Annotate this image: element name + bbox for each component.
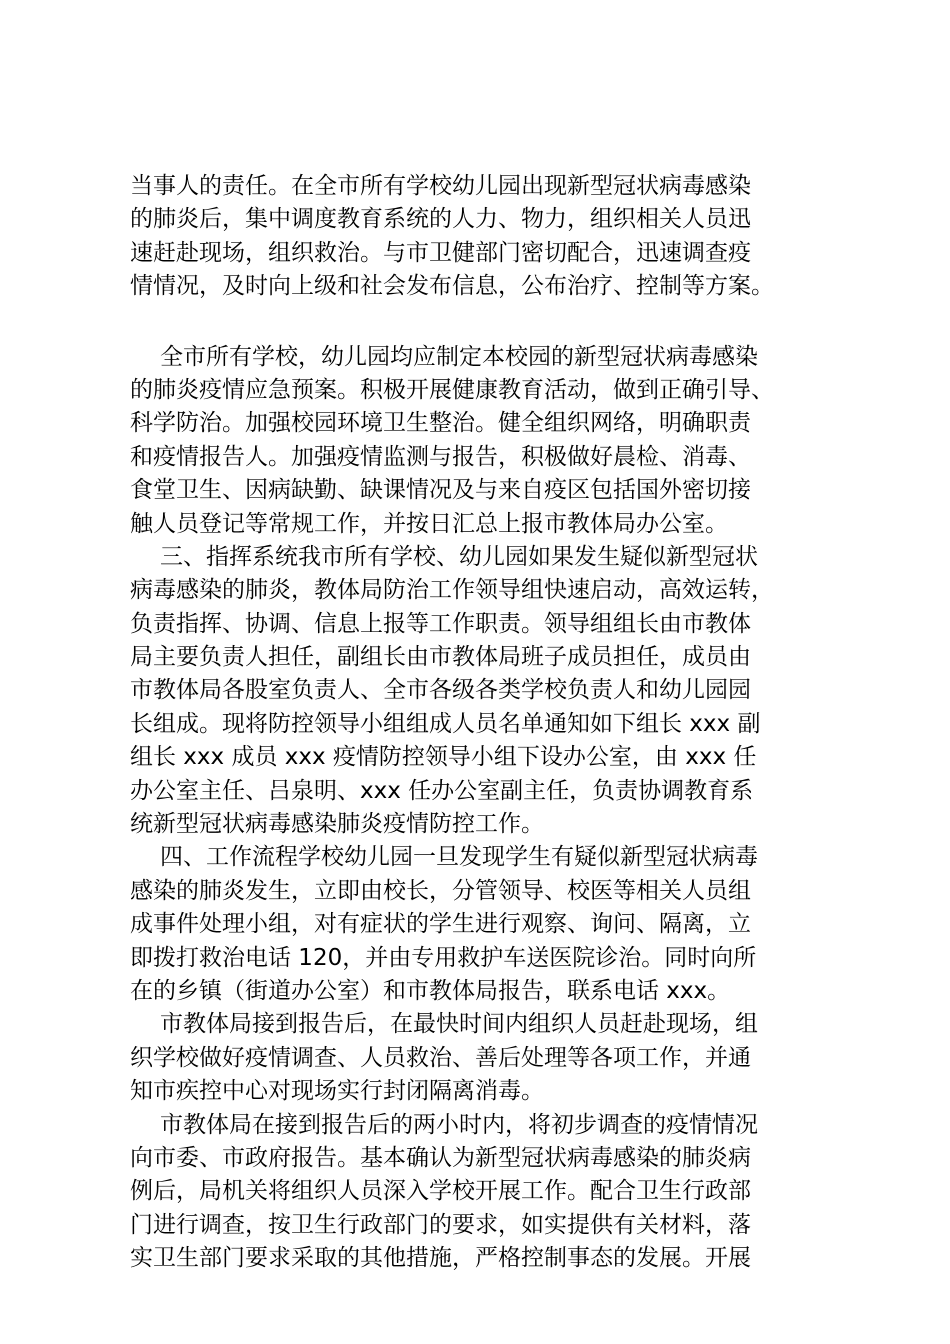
text-line: 统新型冠状病毒感染肺炎疫情防控工作。 (130, 811, 544, 838)
text-line: 全市所有学校，幼儿园均应制定本校园的新型冠状病毒感染 (160, 343, 758, 370)
text-line: 知市疾控中心对现场实行封闭隔离消毒。 (130, 1078, 544, 1105)
text-line: 织学校做好疫情调查、人员救治、善后处理等各项工作，并通 (130, 1044, 751, 1071)
text-line: 四、工作流程学校幼儿园一旦发现学生有疑似新型冠状病毒 (160, 844, 758, 871)
text-line: 局主要负责人担任，副组长由市教体局班子成员担任，成员由 (130, 644, 751, 671)
text-line: 速赶赴现场，组织救治。与市卫健部门密切配合，迅速调查疫 (130, 239, 751, 266)
text-line: 在的乡镇（街道办公室）和市教体局报告，联系电话 xxx。 (130, 977, 731, 1004)
text-line: 的肺炎后，集中调度教育系统的人力、物力，组织相关人员迅 (130, 206, 751, 233)
text-line: 触人员登记等常规工作，并按日汇总上报市教体局办公室。 (130, 510, 728, 537)
text-line: 食堂卫生、因病缺勤、缺课情况及与来自疫区包括国外密切接 (130, 477, 751, 504)
text-line: 组长 xxx 成员 xxx 疫情防控领导小组下设办公室，由 xxx 任 (130, 744, 757, 771)
text-line: 病毒感染的肺炎，教体局防治工作领导组快速启动，高效运转， (130, 577, 774, 604)
text-line: 情情况，及时向上级和社会发布信息，公布治疗、控制等方案。 (130, 273, 774, 300)
text-line: 三、指挥系统我市所有学校、幼儿园如果发生疑似新型冠状 (160, 543, 758, 570)
text-line: 的肺炎疫情应急预案。积极开展健康教育活动，做到正确引导、 (130, 376, 774, 403)
text-line: 例后，局机关将组织人员深入学校开展工作。配合卫生行政部 (130, 1178, 751, 1205)
text-line: 市教体局各股室负责人、全市各级各类学校负责人和幼儿园园 (130, 677, 751, 704)
text-line: 市教体局接到报告后，在最快时间内组织人员赶赴现场，组 (160, 1011, 758, 1038)
text-line: 和疫情报告人。加强疫情监测与报告，积极做好晨检、消毒、 (130, 443, 751, 470)
text-line: 办公室主任、吕泉明、xxx 任办公室副主任，负责协调教育系 (130, 777, 754, 804)
text-line: 负责指挥、协调、信息上报等工作职责。领导组组长由市教体 (130, 610, 751, 637)
document-body (130, 170, 830, 1276)
text-line: 即拨打救治电话 120，并由专用救护车送医院诊治。同时向所 (130, 944, 757, 971)
text-line: 门进行调查，按卫生行政部门的要求，如实提供有关材料，落 (130, 1211, 751, 1238)
text-line: 当事人的责任。在全市所有学校幼儿园出现新型冠状病毒感染 (130, 173, 751, 199)
text-line: 向市委、市政府报告。基本确认为新型冠状病毒感染的肺炎病 (130, 1144, 751, 1171)
text-line: 长组成。现将防控领导小组组成人员名单通知如下组长 xxx 副 (130, 710, 761, 737)
text-line: 感染的肺炎发生，立即由校长，分管领导、校医等相关人员组 (130, 877, 751, 904)
text-line: 实卫生部门要求采取的其他措施，严格控制事态的发展。开展 (130, 1245, 751, 1272)
text-line: 市教体局在接到报告后的两小时内，将初步调查的疫情情况 (160, 1111, 758, 1138)
text-line: 成事件处理小组，对有症状的学生进行观察、询问、隔离，立 (130, 911, 751, 938)
text-line: 科学防治。加强校园环境卫生整治。健全组织网络，明确职责 (130, 410, 751, 437)
